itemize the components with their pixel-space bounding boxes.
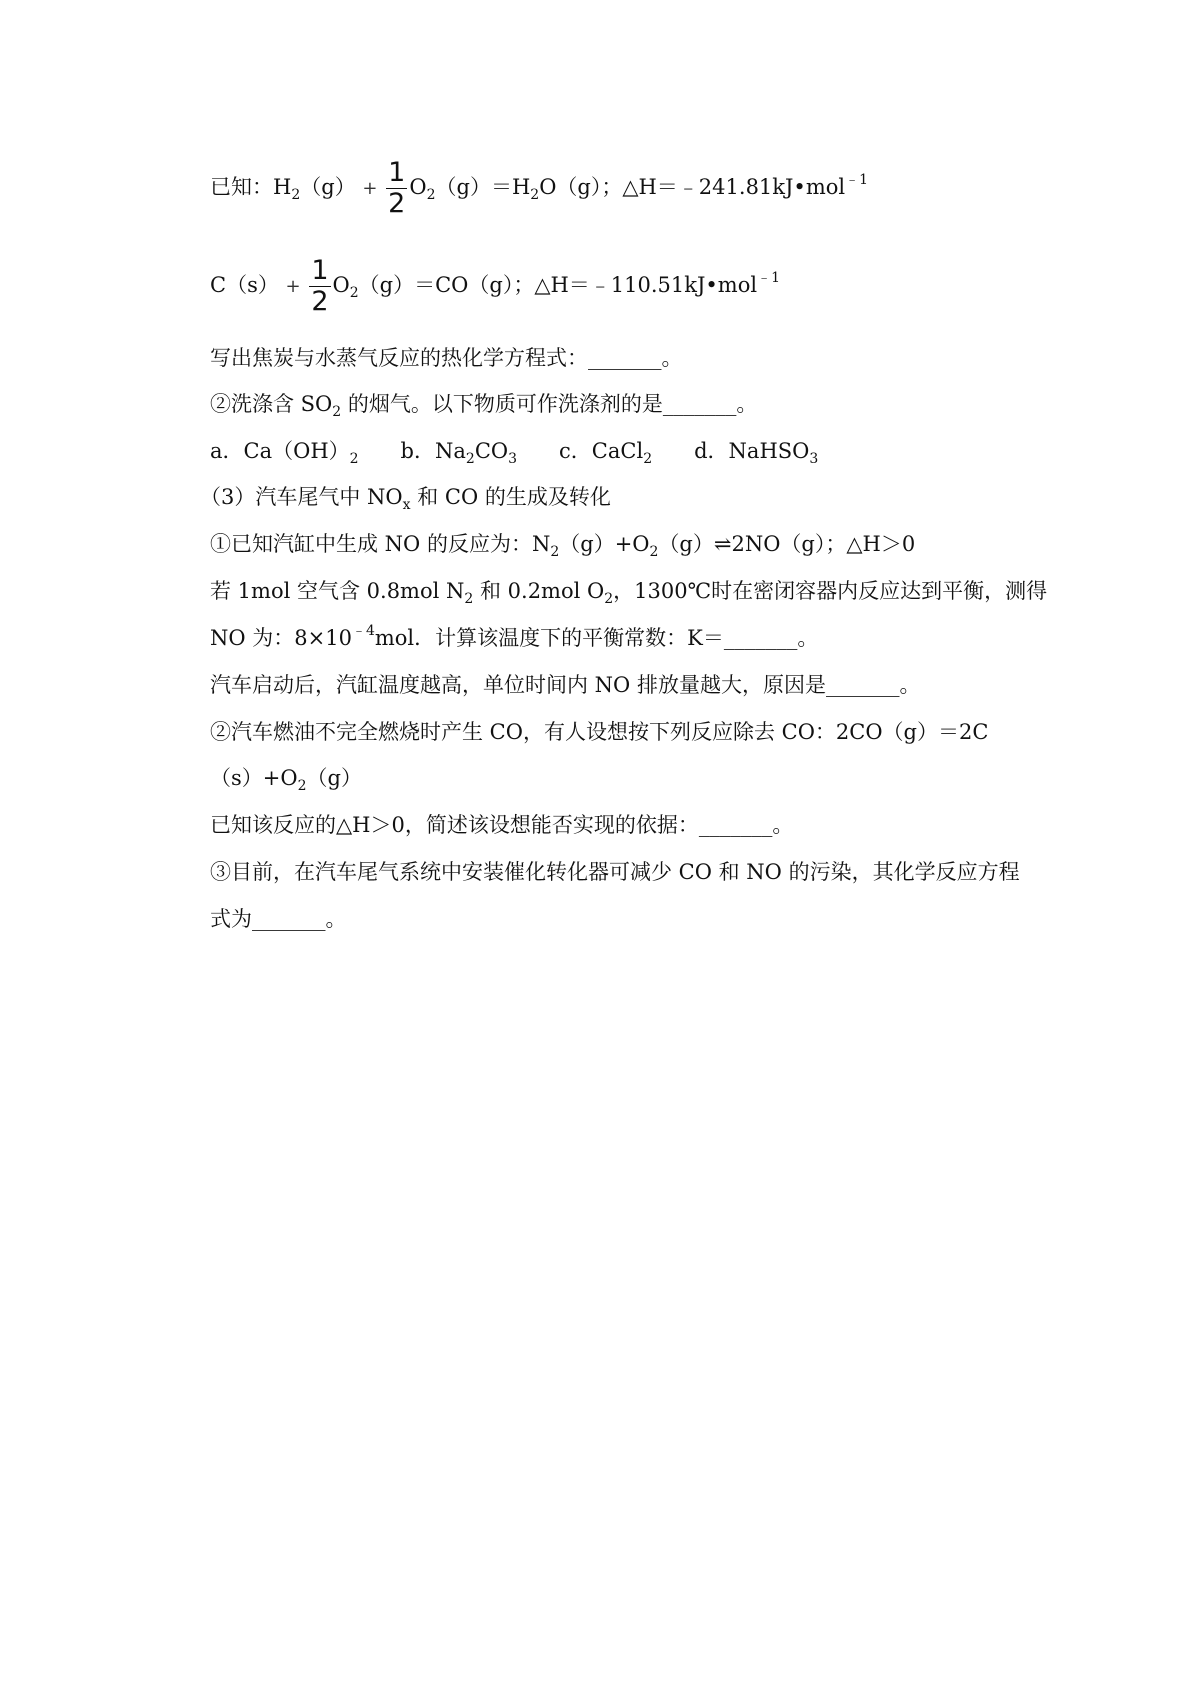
fraction-one-half (386, 158, 407, 219)
question-line (210, 529, 915, 559)
equation-carbon-combustion (210, 256, 780, 317)
subscript: 2 (465, 451, 475, 467)
text: （3）汽车尾气中 NO (200, 485, 403, 509)
plus-sign: + (285, 276, 301, 297)
fraction-denominator: 2 (388, 188, 406, 219)
question-line (210, 343, 683, 373)
answer-options (210, 436, 818, 466)
text: C（s） (210, 273, 279, 297)
text: O（g）；△H＝﹣241.81kJ•mol (539, 175, 846, 199)
text: （g） (306, 766, 362, 790)
subscript: 2 (332, 404, 342, 420)
text: 若 1mol 空气含 0.8mol N (210, 579, 465, 603)
text: （g）＝CO（g）；△H＝﹣110.51kJ•mol (358, 273, 758, 297)
text: 和 0.2mol O (473, 579, 605, 603)
plus-sign: + (362, 178, 378, 199)
text: （g）⇌2NO（g）；△H＞0 (658, 532, 916, 556)
question-line (210, 623, 818, 653)
subscript: 2 (349, 285, 359, 301)
option-c: c．CaCl (517, 439, 644, 463)
text: （g）＝H (435, 175, 531, 199)
text: 写出焦炭与水蒸气反应的热化学方程式：_______。 (210, 346, 683, 370)
subscript: 3 (809, 451, 819, 467)
text: ②洗涤含 SO (210, 392, 333, 416)
option-a: a．Ca（OH） (210, 439, 350, 463)
equation-hydrogen-combustion (210, 158, 868, 219)
text: （g） (300, 175, 356, 199)
text: ③目前，在汽车尾气系统中安装催化转化器可减少 CO 和 NO 的污染，其化学反应方程 (210, 860, 1020, 884)
subscript: 2 (604, 591, 614, 607)
option-b: b．Na (358, 439, 466, 463)
text: ，1300℃时在密闭容器内反应达到平衡，测得 (613, 579, 1048, 603)
subscript: 2 (291, 187, 301, 203)
text: 已知该反应的△H＞0，简述该设想能否实现的依据：_______。 (210, 813, 794, 837)
subscript: 2 (530, 187, 540, 203)
text: 式为_______。 (210, 907, 347, 931)
question-line (210, 670, 920, 700)
section-heading (200, 482, 611, 512)
subscript: x (402, 497, 411, 513)
text: NO 为：8×10 (210, 626, 352, 650)
text: O (409, 175, 427, 199)
text: 和 CO 的生成及转化 (410, 485, 611, 509)
question-line (210, 904, 347, 934)
text: （g）+O (559, 532, 650, 556)
text: CO (474, 439, 509, 463)
subscript: 2 (426, 187, 436, 203)
superscript: ﹣4 (351, 623, 375, 639)
subscript: 2 (649, 544, 659, 560)
fraction-denominator: 2 (311, 286, 329, 317)
superscript: ﹣1 (845, 172, 869, 188)
question-line (210, 389, 757, 419)
fraction-one-half (309, 256, 330, 317)
text: （s）+O (210, 766, 298, 790)
subscript: 2 (297, 778, 307, 794)
question-line (210, 576, 1047, 606)
text: 汽车启动后，汽缸温度越高，单位时间内 NO 排放量越大，原因是_______。 (210, 673, 921, 697)
text: 的烟气。以下物质可作洗涤剂的是_______。 (341, 392, 758, 416)
option-d: d．NaHSO (652, 439, 810, 463)
fraction-numerator: 1 (388, 157, 406, 188)
text: ①已知汽缸中生成 NO 的反应为：N (210, 532, 551, 556)
subscript: 2 (464, 591, 474, 607)
text: 已知：H (210, 175, 292, 199)
subscript: 3 (508, 451, 518, 467)
subscript: 2 (550, 544, 560, 560)
question-line (210, 810, 793, 840)
text: mol．计算该温度下的平衡常数：K＝_______。 (374, 626, 819, 650)
text: O (332, 273, 350, 297)
question-line (210, 717, 988, 747)
superscript: ﹣1 (757, 270, 780, 286)
subscript: 2 (643, 451, 653, 467)
text: ②汽车燃油不完全燃烧时产生 CO，有人设想按下列反应除去 CO：2CO（g）＝2C (210, 720, 989, 744)
subscript: 2 (349, 451, 359, 467)
question-line (210, 857, 1020, 887)
fraction-numerator: 1 (311, 255, 329, 286)
question-line (210, 763, 362, 793)
